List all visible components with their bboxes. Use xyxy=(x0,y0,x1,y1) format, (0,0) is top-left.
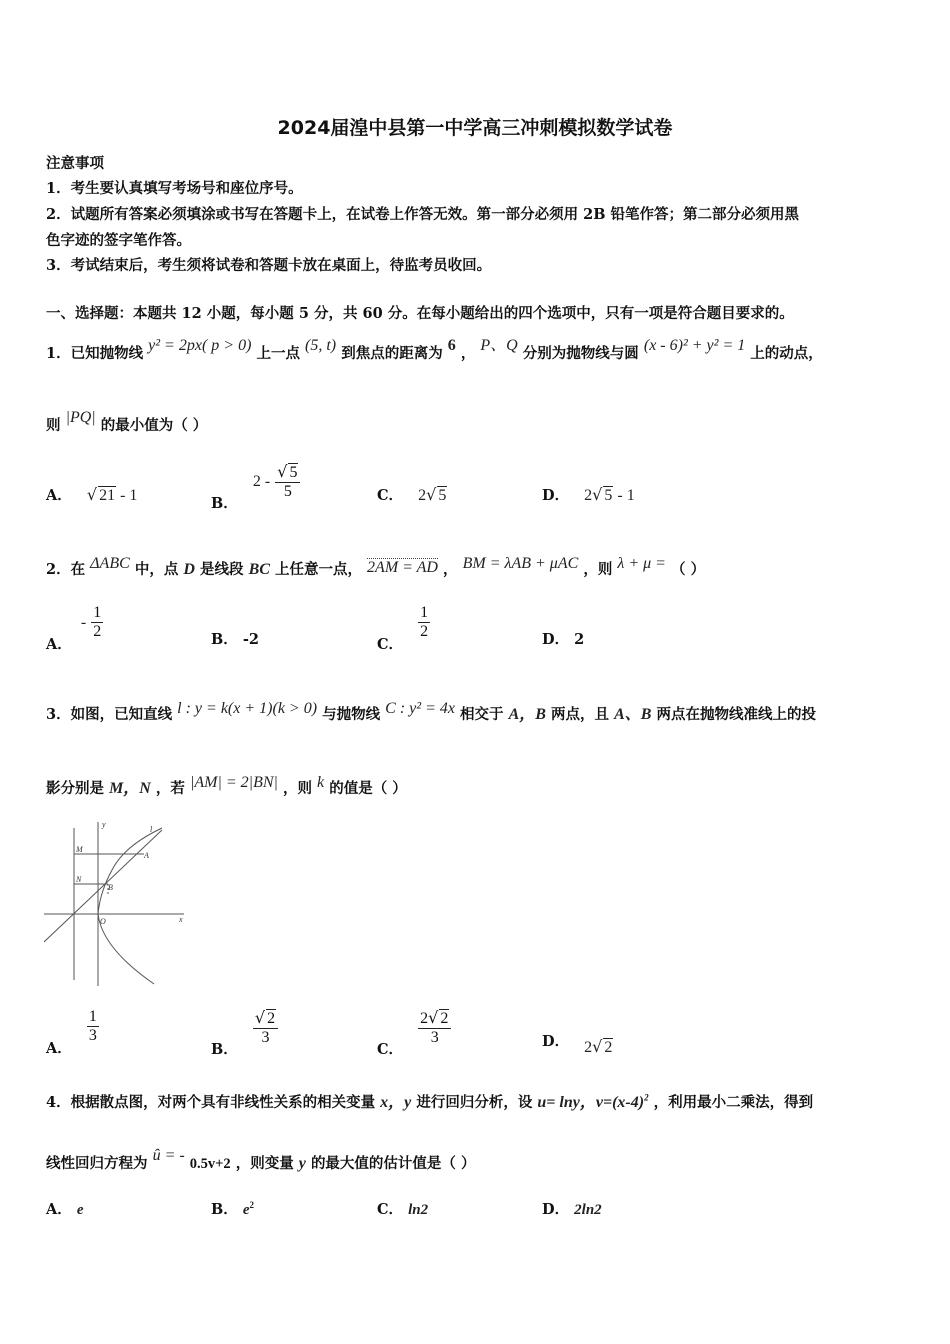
q3-text: ，若 xyxy=(155,780,185,797)
notice-item-3: 3．考试结束后，考生须将试卷和答题卡放在桌面上，待监考员收回。 xyxy=(46,257,492,274)
q3-text: 的值是（ ） xyxy=(329,780,407,797)
q2-stem xyxy=(46,555,706,579)
q3-options xyxy=(46,1008,906,1058)
q3-text: 与抛物线 xyxy=(322,706,381,723)
q1-stem-line2 xyxy=(46,409,208,435)
exam-title: 2024届湟中县第一中学高三冲刺模拟数学试卷 xyxy=(277,117,673,139)
option-label: D． xyxy=(542,487,570,504)
q3-abs-eq: |AM| = 2|BN| xyxy=(189,774,278,791)
q2-text: ， xyxy=(443,561,458,578)
section-heading: 一、选择题：本题共 12 小题，每小题 5 分，共 60 分。在每小题给出的四个选项中，只有一项是符合题目要求的。 xyxy=(46,305,794,322)
option-label: B． xyxy=(211,495,238,512)
q2-point-d: D xyxy=(183,561,195,578)
q3-text: ，则 xyxy=(282,780,312,797)
option-fraction: $\frac{1}{2}$ xyxy=(93,604,102,640)
option-value: √ 21 - 1 xyxy=(86,485,138,504)
option-label: C． xyxy=(377,1201,404,1218)
q1-option-c[interactable] xyxy=(377,484,447,505)
q2-vector-eq2: BM = λAB + μAC xyxy=(462,555,579,572)
fig-label-o: O xyxy=(100,917,106,926)
q3-text: 两点在抛物线准线上的投 xyxy=(656,706,816,723)
q4-stem-line2 xyxy=(46,1147,476,1173)
q1-text: 上一点 xyxy=(256,345,300,362)
option-value: 2 - xyxy=(252,473,271,490)
q1-option-a[interactable] xyxy=(46,484,137,505)
option-label: B． xyxy=(211,631,238,648)
q2-option-a[interactable] xyxy=(46,604,103,653)
q3-text: 两点，且 xyxy=(551,706,610,723)
q3-stem-line1 xyxy=(46,701,816,724)
q3-option-d[interactable] xyxy=(542,1030,613,1056)
q4-text: 线性回归方程为 xyxy=(46,1155,148,1172)
option-fraction: $\frac{1}{3}$ xyxy=(88,1008,97,1044)
figure-geometry xyxy=(44,822,184,986)
q4-text: 4．根据散点图，对两个具有非线性关系的相关变量 xyxy=(46,1094,376,1111)
q4-option-b[interactable] xyxy=(211,1198,254,1219)
notice-item-1: 1．考生要认真填写考场号和座位序号。 xyxy=(46,180,303,197)
q3-figure xyxy=(44,818,194,988)
fig-label-b: B xyxy=(108,883,113,892)
option-label: A． xyxy=(46,1040,72,1057)
q1-stem-line1 xyxy=(46,337,823,363)
q4-substitution: u= lny，$v=(x-4)^2$ xyxy=(537,1092,649,1111)
q1-option-b[interactable] xyxy=(211,462,300,512)
option-label: C． xyxy=(377,636,404,653)
option-value: 2 xyxy=(574,631,585,648)
q3-line-eq: l : y = k(x + 1)(k > 0) xyxy=(177,700,318,717)
q1-point: (5, t) xyxy=(305,337,337,354)
q1-text: 1．已知抛物线 xyxy=(46,345,144,362)
q3-projections: M，N xyxy=(109,780,151,797)
q2-option-d[interactable] xyxy=(542,628,584,649)
q2-text: 上任意一点， xyxy=(274,561,362,578)
option-value: ln2 xyxy=(408,1202,429,1218)
q1-options xyxy=(46,462,906,512)
q1-text: 上的动点， xyxy=(750,345,823,362)
option-label: B． xyxy=(211,1041,238,1058)
q2-option-b[interactable] xyxy=(211,628,259,649)
q3-points: A，B xyxy=(508,706,546,723)
option-label: C． xyxy=(377,487,404,504)
q3-k: k xyxy=(317,774,325,791)
q1-text: 分别为抛物线与圆 xyxy=(522,345,639,362)
q4-text: 的最大值的估计值是（ ） xyxy=(310,1155,476,1172)
q2-text: ，则 xyxy=(583,561,613,578)
option-label: A． xyxy=(46,1201,72,1218)
option-value: $e^2$ xyxy=(242,1200,255,1218)
fig-label-m: M xyxy=(76,845,83,854)
q1-points-pq: P、Q xyxy=(480,337,518,354)
q4-option-a[interactable] xyxy=(46,1198,84,1219)
option-fraction: $\frac{√ 2}{3}$ xyxy=(253,1008,278,1047)
q2-vector-eq1: 2AM = AD xyxy=(367,559,438,576)
q3-points: A、B xyxy=(614,706,652,723)
q4-u-hat: û = - xyxy=(152,1147,185,1164)
q4-options xyxy=(46,1198,906,1222)
option-label: C． xyxy=(377,1041,404,1058)
option-label: A． xyxy=(46,487,72,504)
q3-text: 相交于 xyxy=(460,706,504,723)
q2-segment-bc: BC xyxy=(248,561,270,578)
fig-label-n: N xyxy=(76,875,82,884)
q2-text: （ ） xyxy=(671,561,706,578)
q3-text: 影分别是 xyxy=(46,780,104,797)
q2-options xyxy=(46,604,906,654)
q1-text: 到焦点的距离为 xyxy=(341,345,443,362)
q1-pq-abs: |PQ| xyxy=(65,409,96,426)
notice-heading: 注意事项 xyxy=(46,155,104,172)
q1-circle-eq: (x - 6)² + y² = 1 xyxy=(643,337,746,354)
q4-text: ，则变量 xyxy=(235,1155,294,1172)
notice-item-2-cont: 色字迹的签字笔作答。 xyxy=(46,232,191,249)
fig-label-l: l xyxy=(150,825,153,834)
q4-text: 进行回归分析，设 xyxy=(416,1094,533,1111)
option-label: B． xyxy=(211,1201,238,1218)
option-label: D． xyxy=(542,1033,570,1050)
q4-variables: x，y xyxy=(380,1094,412,1111)
option-value: 2√ 2 xyxy=(584,1037,613,1056)
q1-text: 的最小值为（ ） xyxy=(100,417,208,434)
option-fraction: $\frac{2√ 2}{3}$ xyxy=(418,1008,451,1047)
q4-regression-eq: 0.5v+2 xyxy=(189,1156,231,1172)
option-label: D． xyxy=(542,631,570,648)
q2-text: 2．在 xyxy=(46,561,86,578)
option-value: -2 xyxy=(242,631,259,648)
q2-text: 中，点 xyxy=(134,561,179,578)
option-value: 2√ 5 - 1 xyxy=(584,485,635,504)
q1-text: 则 xyxy=(46,417,61,434)
q1-distance: 6 xyxy=(447,337,456,354)
q2-lambda-mu: λ + μ = xyxy=(617,555,666,572)
q3-stem-line2 xyxy=(46,775,407,798)
fig-label-y: y xyxy=(102,820,106,829)
q4-stem-line1 xyxy=(46,1089,813,1112)
option-value: 2ln2 xyxy=(574,1202,602,1218)
q4-option-c[interactable] xyxy=(377,1198,428,1219)
q2-text: 是线段 xyxy=(200,561,244,578)
q2-option-c[interactable] xyxy=(377,604,430,653)
q1-parabola-eq: y² = 2px( p > 0) xyxy=(148,337,252,354)
q2-triangle: ΔABC xyxy=(90,555,130,572)
notice-item-2: 2．试题所有答案必须填涂或书写在答题卡上，在试卷上作答无效。第一部分必须用 2B 铅笔作答；第二部分必须用黑 xyxy=(46,206,800,223)
parabola-curve xyxy=(98,828,162,984)
q4-option-d[interactable] xyxy=(542,1198,602,1219)
q4-text: ，利用最小二乘法，得到 xyxy=(653,1094,814,1111)
q1-option-d[interactable] xyxy=(542,484,635,505)
fig-label-x: x xyxy=(179,915,183,924)
option-fraction: $\frac{1}{2}$ xyxy=(420,604,429,640)
option-label: A． xyxy=(46,636,72,653)
q1-text: ， xyxy=(460,345,476,362)
q3-option-a[interactable] xyxy=(46,1008,99,1057)
fig-label-a: A xyxy=(144,851,149,860)
q3-option-c[interactable] xyxy=(377,1008,451,1058)
q4-var-y: y xyxy=(298,1155,306,1172)
option-label: D． xyxy=(542,1201,570,1218)
q3-parabola-eq: C : y² = 4x xyxy=(385,700,455,717)
option-fraction: $\frac{√ 5}{5}$ xyxy=(275,462,300,501)
option-sign: - xyxy=(80,614,87,631)
option-value: 2√ 5 xyxy=(418,485,447,504)
q3-option-b[interactable] xyxy=(211,1008,278,1058)
option-value: e xyxy=(76,1202,84,1218)
q3-text: 3．如图，已知直线 xyxy=(46,706,173,723)
